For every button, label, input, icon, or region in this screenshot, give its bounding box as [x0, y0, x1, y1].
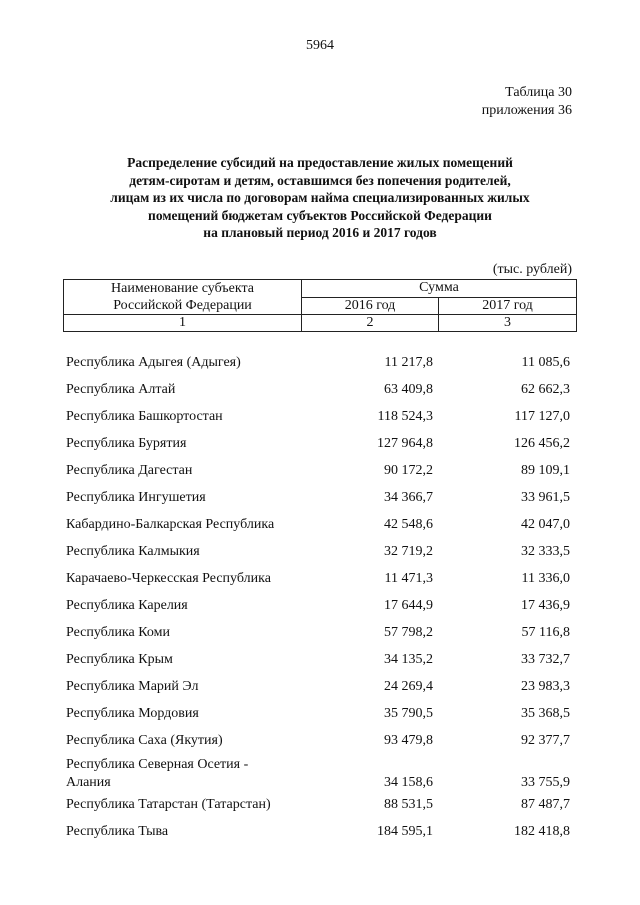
region-name: Республика Коми — [66, 625, 170, 640]
column-number-2: 2 — [302, 315, 439, 332]
sum-column-header: Сумма — [302, 280, 577, 298]
region-name: Республика Адыгея (Адыгея) — [66, 355, 241, 370]
value-2017: 182 418,8 — [514, 824, 570, 839]
value-2017: 11 085,6 — [521, 355, 570, 370]
value-2016: 42 548,6 — [384, 517, 433, 532]
column-number-1: 1 — [64, 315, 302, 332]
value-2017: 92 377,7 — [521, 733, 570, 748]
title-line: на плановый период 2016 и 2017 годов — [203, 225, 437, 240]
region-name: Республика Башкортостан — [66, 409, 223, 424]
region-name: Республика Карелия — [66, 598, 188, 613]
value-2017: 17 436,9 — [521, 598, 570, 613]
value-2016: 34 366,7 — [384, 490, 433, 505]
value-2017: 23 983,3 — [521, 679, 570, 694]
region-name: Карачаево-Черкесская Республика — [66, 571, 271, 586]
name-column-header-line2: Российской Федерации — [113, 298, 252, 313]
value-2017: 87 487,7 — [521, 797, 570, 812]
value-2016: 88 531,5 — [384, 797, 433, 812]
value-2017: 33 961,5 — [521, 490, 570, 505]
value-2016: 63 409,8 — [384, 382, 433, 397]
region-name-line1: Республика Северная Осетия - — [66, 757, 249, 772]
region-name: Республика Мордовия — [66, 706, 199, 721]
value-2016: 90 172,2 — [384, 463, 433, 478]
value-2016: 57 798,2 — [384, 625, 433, 640]
region-name: Республика Саха (Якутия) — [66, 733, 223, 748]
value-2017: 42 047,0 — [521, 517, 570, 532]
value-2017: 62 662,3 — [521, 382, 570, 397]
value-2017: 57 116,8 — [521, 625, 570, 640]
title-line: Распределение субсидий на предоставление жилых помещений — [127, 155, 513, 170]
region-name: Республика Ингушетия — [66, 490, 206, 505]
value-2016: 11 471,3 — [384, 571, 433, 586]
region-name: Республика Дагестан — [66, 463, 193, 478]
region-name: Республика Татарстан (Татарстан) — [66, 797, 271, 812]
value-2016: 11 217,8 — [384, 355, 433, 370]
value-2017: 11 336,0 — [521, 571, 570, 586]
title-line: лицам из их числа по договорам найма специализированных жилых — [110, 190, 530, 205]
region-name: Республика Алтай — [66, 382, 176, 397]
value-2017: 33 755,9 — [521, 775, 570, 790]
page-number: 5964 — [306, 38, 334, 53]
region-name: Республика Бурятия — [66, 436, 187, 451]
table-number: Таблица 30 — [505, 85, 572, 100]
value-2017: 35 368,5 — [521, 706, 570, 721]
year-2017-header: 2017 год — [439, 297, 577, 315]
value-2017: 89 109,1 — [521, 463, 570, 478]
value-2016: 17 644,9 — [384, 598, 433, 613]
value-2016: 93 479,8 — [384, 733, 433, 748]
region-name: Кабардино-Балкарская Республика — [66, 517, 275, 532]
region-name: Республика Тыва — [66, 824, 169, 839]
region-name-line2: Алания — [66, 775, 111, 790]
value-2016: 34 158,6 — [384, 775, 433, 790]
column-number-3: 3 — [439, 315, 577, 332]
value-2016: 127 964,8 — [377, 436, 433, 451]
units-label: (тыс. рублей) — [492, 262, 572, 277]
year-2016-header: 2016 год — [302, 297, 439, 315]
value-2017: 126 456,2 — [514, 436, 570, 451]
region-name: Республика Крым — [66, 652, 173, 667]
value-2017: 117 127,0 — [514, 409, 570, 424]
value-2016: 34 135,2 — [384, 652, 433, 667]
value-2017: 33 732,7 — [521, 652, 570, 667]
name-column-header-line1: Наименование субъекта — [111, 281, 254, 296]
value-2017: 32 333,5 — [521, 544, 570, 559]
title-line: помещений бюджетам субъектов Российской Федерации — [148, 207, 492, 223]
value-2016: 35 790,5 — [384, 706, 433, 721]
value-2016: 118 524,3 — [377, 409, 433, 424]
value-2016: 24 269,4 — [384, 679, 433, 694]
value-2016: 32 719,2 — [384, 544, 433, 559]
region-name: Республика Калмыкия — [66, 544, 200, 559]
title-line: детям-сиротам и детям, оставшимся без попечения родителей, — [129, 172, 511, 188]
appendix-number: приложения 36 — [481, 103, 572, 118]
value-2016: 184 595,1 — [377, 824, 433, 839]
region-name: Республика Марий Эл — [66, 679, 199, 694]
